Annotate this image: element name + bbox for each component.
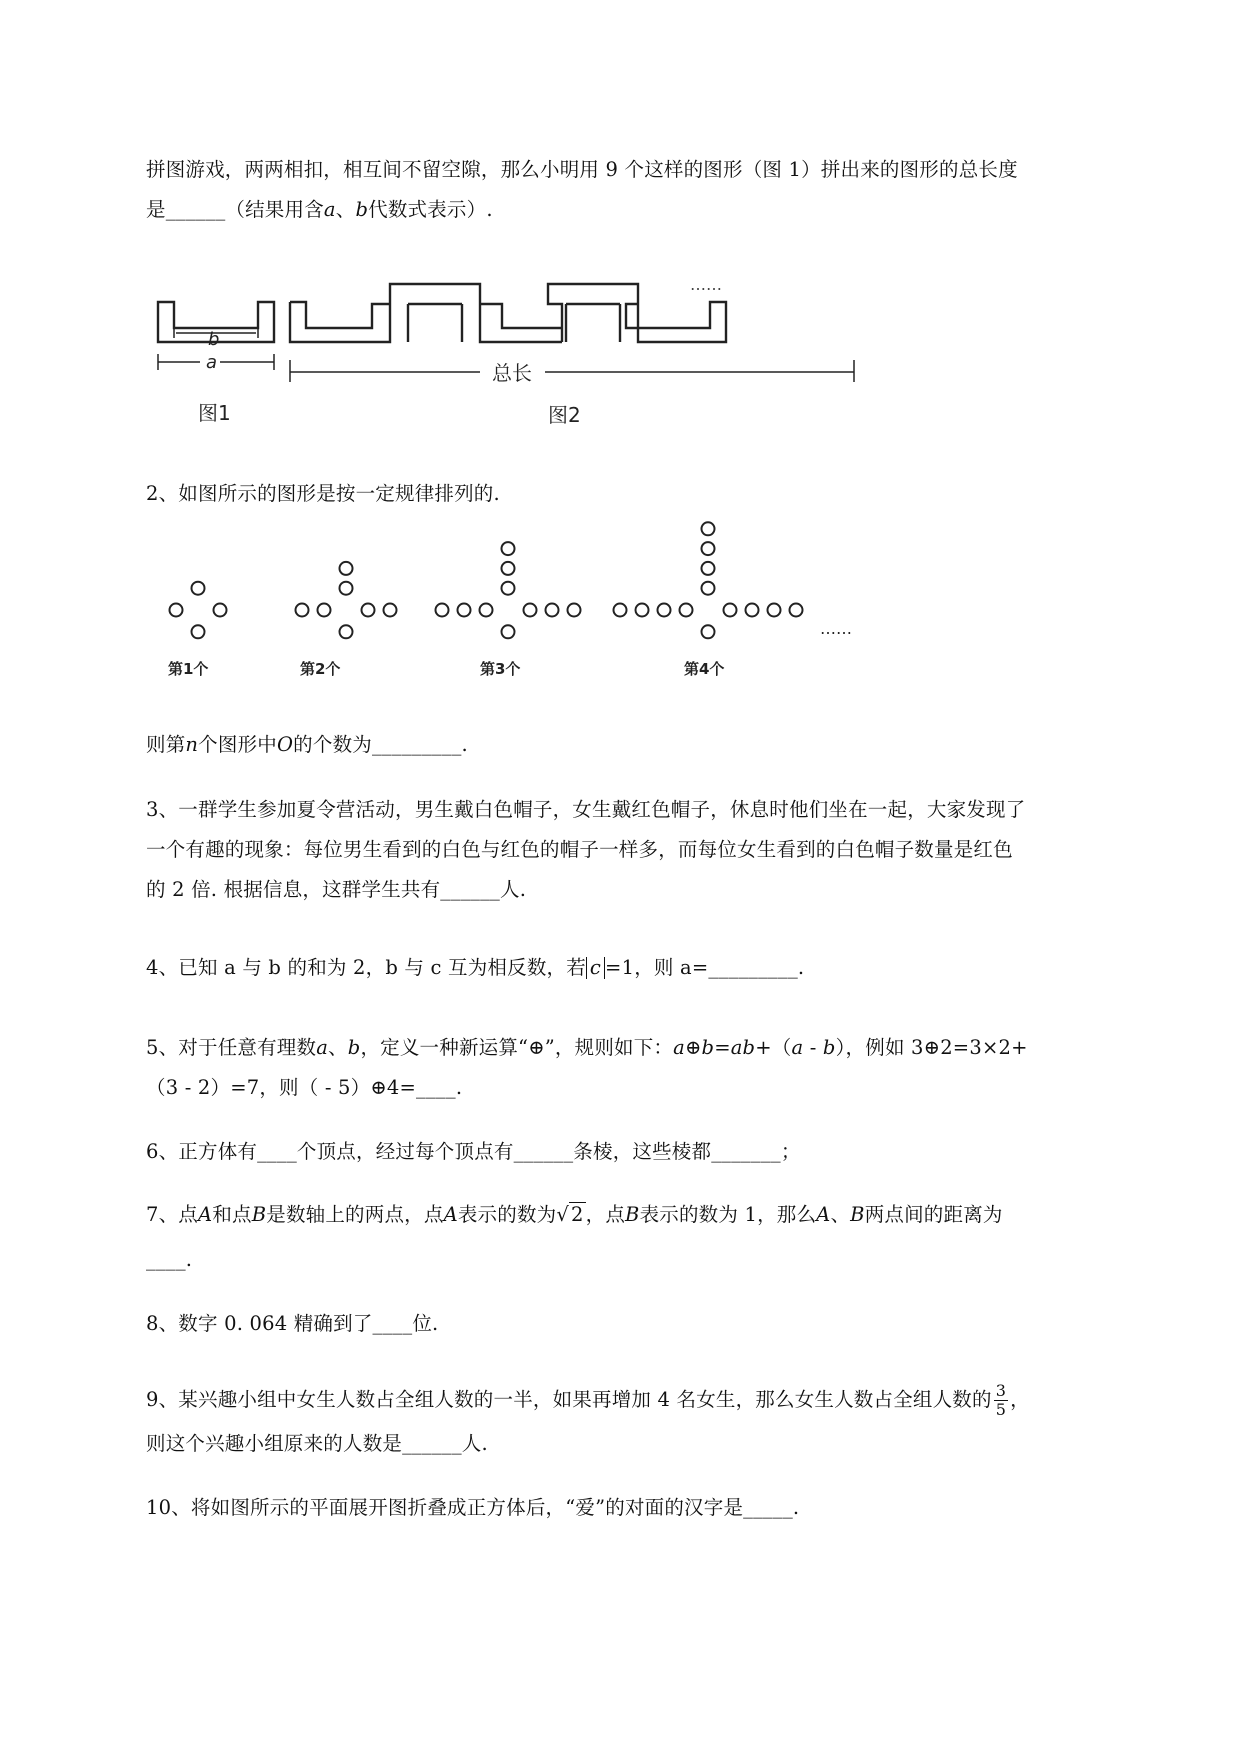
q7-point-b: B bbox=[251, 1203, 267, 1226]
fig1-label-a: a bbox=[206, 352, 218, 373]
fig3-circle-top-2 bbox=[502, 562, 515, 575]
q5-comma: 、 bbox=[328, 1036, 348, 1059]
q7-sqrt: √ 2 bbox=[556, 1203, 584, 1226]
caption-1: 第1个 bbox=[168, 660, 209, 678]
q7-point-b2: B bbox=[625, 1203, 640, 1226]
caption-4: 第4个 bbox=[684, 660, 725, 678]
q2-ellipsis: …… bbox=[820, 619, 852, 638]
q7-line1 bbox=[146, 1201, 1003, 1229]
q9-fraction bbox=[994, 1382, 1008, 1419]
fig3-circle-top-3 bbox=[502, 542, 515, 555]
fig1-label-b: b bbox=[208, 329, 220, 350]
q3-line3: 的 2 倍. 根据信息，这群学生共有______人. bbox=[146, 878, 527, 901]
q2-var-n: n bbox=[185, 733, 199, 756]
q5-mid: ，定义一种新运算“⊕”，规则如下： bbox=[360, 1036, 674, 1059]
fig4-circle-top-4 bbox=[702, 522, 715, 535]
q5-line2: （3 - 2）=7，则（ - 5）⊕4=____. bbox=[146, 1076, 463, 1099]
fig2-circle-right-1 bbox=[362, 604, 375, 617]
fig1-circle-right-1 bbox=[214, 604, 227, 617]
q4-post: =1，则 a=_________. bbox=[605, 956, 805, 979]
q7-point-a2: A bbox=[443, 1203, 458, 1226]
q2-answer-post: 的个数为_________. bbox=[293, 733, 468, 756]
q4-question bbox=[146, 954, 804, 982]
q5-line1 bbox=[146, 1034, 1028, 1062]
q9-denominator: 5 bbox=[995, 1400, 1007, 1419]
fig4-circle-top-2 bbox=[702, 562, 715, 575]
q9-pre: 9、某兴趣小组中女生人数占全组人数的一半，如果再增加 4 名女生，那么女生人数占全组人数的 bbox=[146, 1388, 992, 1411]
q2-answer-mid: 个图形中 bbox=[198, 733, 277, 756]
fig4-circle-bottom bbox=[702, 625, 715, 638]
q8-question: 8、数字 0. 064 精确到了____位. bbox=[146, 1312, 439, 1335]
q1-var-b: b bbox=[355, 198, 369, 221]
q7-post: 两点间的距离为 bbox=[864, 1203, 1003, 1226]
fig4-circle-left-1 bbox=[680, 604, 693, 617]
fig2-circle-left-1 bbox=[318, 604, 331, 617]
q1-line2-pre: 是______（结果用含 bbox=[146, 198, 324, 221]
q7-sep: 、 bbox=[830, 1203, 851, 1226]
caption-2: 第2个 bbox=[300, 660, 341, 678]
q9-post: ， bbox=[1010, 1388, 1030, 1411]
fig4-circle-right-4 bbox=[790, 604, 803, 617]
q5-f-b: b bbox=[701, 1036, 715, 1059]
q5-close: ），例如 3⊕2=3×2+ bbox=[835, 1036, 1028, 1059]
q9-line1 bbox=[146, 1382, 1030, 1419]
q5-var-a: a bbox=[316, 1036, 329, 1059]
fig3-circle-left-3 bbox=[436, 604, 449, 617]
fig3-circle-left-2 bbox=[458, 604, 471, 617]
fig2-caption: 图2 bbox=[548, 403, 581, 427]
q1-sep: 、 bbox=[335, 198, 356, 221]
q5-f-b2: b bbox=[822, 1036, 836, 1059]
q7-point-a3: A bbox=[816, 1203, 831, 1226]
q5-pre: 5、对于任意有理数 bbox=[146, 1036, 317, 1059]
q7-pre: 7、点 bbox=[146, 1203, 199, 1226]
fig4-circle-top-1 bbox=[702, 582, 715, 595]
fig1-circle-top-1 bbox=[192, 582, 205, 595]
q3-line2: 一个有趣的现象：每位男生看到的白色与红色的帽子一样多，而每位女生看到的白色帽子数量是红色 bbox=[146, 838, 1013, 861]
q7-point-b3: B bbox=[850, 1203, 865, 1226]
fig2-circle-right-2 bbox=[384, 604, 397, 617]
fig2-ellipsis: …… bbox=[690, 275, 722, 294]
fig1-circle-bottom bbox=[192, 625, 205, 638]
q5-f-a2: a bbox=[791, 1036, 804, 1059]
fig3-circle-right-3 bbox=[568, 604, 581, 617]
q7-and: 和点 bbox=[212, 1203, 252, 1226]
caption-3: 第3个 bbox=[480, 660, 521, 678]
q1-figure bbox=[150, 275, 870, 439]
q5-f-ab: ab bbox=[730, 1036, 756, 1059]
fig3-circle-top-1 bbox=[502, 582, 515, 595]
fig2-total-label: 总长 bbox=[492, 361, 532, 385]
q3-line1: 3、一群学生参加夏令营活动，男生戴白色帽子，女生戴红色帽子，休息时他们坐在一起，大家发现了 bbox=[146, 798, 1026, 821]
fig4-circle-top-3 bbox=[702, 542, 715, 555]
q7-mid2: 表示的数为 bbox=[457, 1203, 557, 1226]
q5-minus: - bbox=[803, 1036, 823, 1059]
fig3-circle-bottom bbox=[502, 625, 515, 638]
fig2-outline bbox=[290, 284, 375, 328]
q2-answer-pre: 则第 bbox=[146, 733, 186, 756]
q7-mid1: 是数轴上的两点，点 bbox=[266, 1203, 444, 1226]
q2-var-o: O bbox=[276, 733, 294, 756]
fig2-circle-bottom bbox=[340, 625, 353, 638]
q2-question: 2、如图所示的图形是按一定规律排列的. bbox=[146, 482, 500, 505]
fig1-caption: 图1 bbox=[198, 401, 231, 425]
q5-plus: +（ bbox=[755, 1036, 792, 1059]
q2-answer bbox=[146, 731, 468, 759]
q9-numerator: 3 bbox=[995, 1381, 1007, 1400]
q6-question: 6、正方体有____个顶点，经过每个顶点有______条棱，这些棱都_______； bbox=[146, 1140, 801, 1163]
q7-mid4: 表示的数为 1，那么 bbox=[639, 1203, 817, 1226]
fig2-circle-top-1 bbox=[340, 582, 353, 595]
fig4-circle-right-3 bbox=[768, 604, 781, 617]
q7-mid3: ，点 bbox=[585, 1203, 626, 1226]
q5-eq: = bbox=[714, 1036, 731, 1059]
q10-question: 10、将如图所示的平面展开图折叠成正方体后，“爱”的对面的汉字是_____. bbox=[146, 1496, 800, 1519]
q1-var-a: a bbox=[323, 198, 336, 221]
fig4-circle-left-3 bbox=[636, 604, 649, 617]
fig1-circle-left-1 bbox=[170, 604, 183, 617]
fig4-circle-right-2 bbox=[746, 604, 759, 617]
q4-pre: 4、已知 a 与 b 的和为 2，b 与 c 互为相反数，若 bbox=[146, 956, 586, 979]
fig4-circle-left-2 bbox=[658, 604, 671, 617]
fig2-circle-top-2 bbox=[340, 562, 353, 575]
q5-var-b: b bbox=[347, 1036, 361, 1059]
q5-op: ⊕ bbox=[684, 1036, 702, 1059]
fig4-circle-left-4 bbox=[614, 604, 627, 617]
q7-radicand: 2 bbox=[571, 1203, 584, 1226]
fig4-circle-right-1 bbox=[724, 604, 737, 617]
fig2-circle-left-2 bbox=[296, 604, 309, 617]
q1-line1: 拼图游戏，两两相扣，相互间不留空隙，那么小明用 9 个这样的图形（图 1）拼出来的图形的总长度 bbox=[146, 158, 1018, 181]
fig3-circle-left-1 bbox=[480, 604, 493, 617]
q1-line2 bbox=[146, 196, 493, 224]
q2-figure bbox=[160, 548, 880, 692]
q7-line2: ____. bbox=[146, 1248, 193, 1271]
q9-line2: 则这个兴趣小组原来的人数是______人. bbox=[146, 1432, 488, 1455]
fig3-circle-right-1 bbox=[524, 604, 537, 617]
q7-point-a: A bbox=[198, 1203, 213, 1226]
q4-abs-c: c bbox=[586, 957, 605, 979]
q1-line2-post: 代数式表示）. bbox=[368, 198, 493, 221]
q5-f-a: a bbox=[673, 1036, 685, 1059]
fig3-circle-right-2 bbox=[546, 604, 559, 617]
